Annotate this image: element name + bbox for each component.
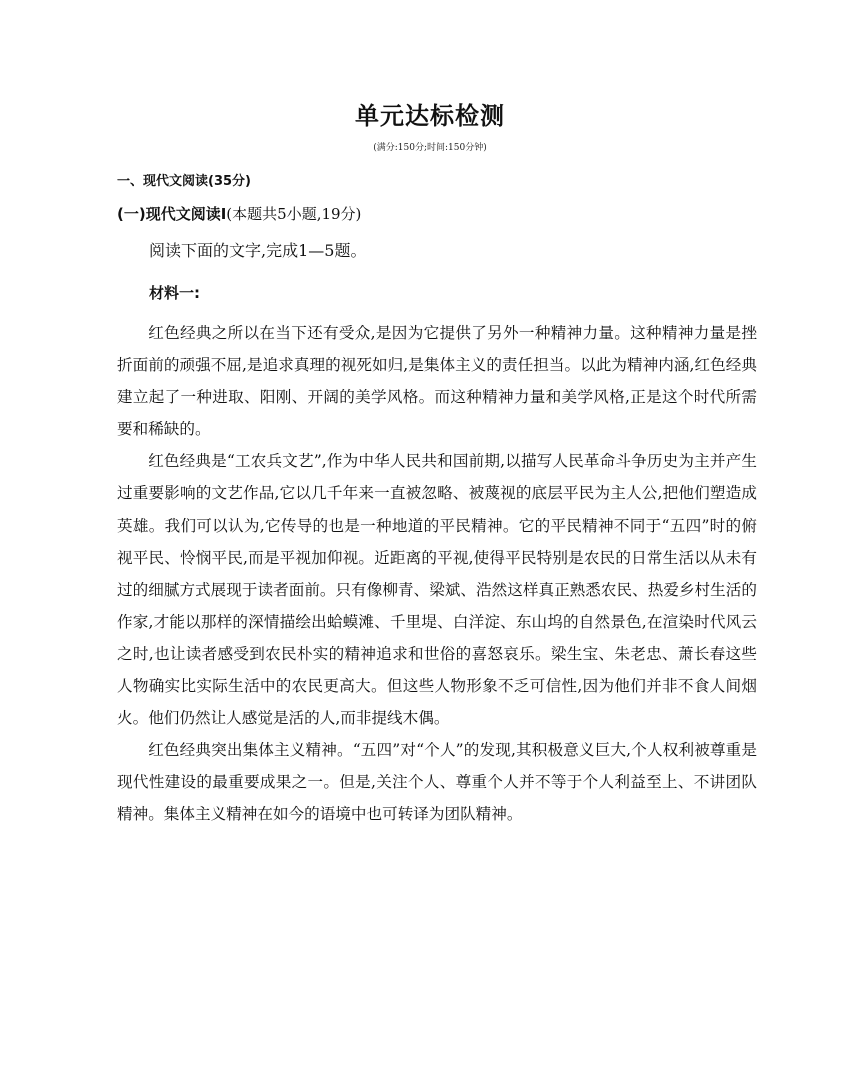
subsection-note: (本题共5小题,19分) — [226, 205, 362, 223]
passage-paragraph: 红色经典之所以在当下还有受众,是因为它提供了另外一种精神力量。这种精神力量是挫折面前的顽强不屈,是追求真理的视死如归,是集体主义的责任担当。以此为精神内涵,红色经典建立起了一种进取、阳刚、开阔的美学风格。而这种精神力量和美学风格,正是这个时代所需要和稀缺的。 — [117, 324, 757, 439]
reading-instruction: 阅读下面的文字,完成1—5题。 — [149, 241, 367, 260]
passage-paragraph: 红色经典突出集体主义精神。“五四”对“个人”的发现,其积极意义巨大,个人权利被尊重是现代性建设的最重要成果之一。但是,关注个人、尊重个人并不等于个人利益至上、不讲团队精神。集体主义精神在如今的语境中也可转译为团队精神。 — [117, 741, 757, 824]
section-heading: 一、现代文阅读(35分) — [117, 174, 251, 189]
score-time-note: (满分:150分;时间:150分钟) — [373, 143, 487, 153]
material-label: 材料一: — [149, 284, 200, 302]
page-title: 单元达标检测 — [355, 102, 505, 130]
passage-paragraph: 红色经典是“工农兵文艺”,作为中华人民共和国前期,以描写人民革命斗争历史为主并产生过重要影响的文艺作品,它以几千年来一直被忽略、被蔑视的底层平民为主人公,把他们塑造成英雄。我们可以认为,它传导的也是一种地道的平民精神。它的平民精神不同于“五四”时的俯视平民、怜悯平民,而是平视加仰视。近距离的平视,使得平民特别是农民的日常生活以从未有过的细腻方式展现于读者面前。只有像柳青、梁斌、浩然这样真正熟悉农民、热爱乡村生活的作家,才能以那样的深情描绘出蛤蟆滩、千里堤、白洋淀、东山坞的自然景色,在渲染时代风云之时,也让读者感受到农民朴实的精神追求和世俗的喜怒哀乐。梁生宝、朱老忠、萧长春这些人物确实比实际生活中的农民更高大。但这些人物形象不乏可信性,因为他们并非不食人间烟火。他们仍然让人感觉是活的人,而非提线木偶。 — [117, 452, 757, 728]
passage-body — [117, 317, 757, 831]
subsection-heading — [117, 203, 361, 224]
subsection-label: (一)现代文阅读Ⅰ — [117, 205, 227, 223]
